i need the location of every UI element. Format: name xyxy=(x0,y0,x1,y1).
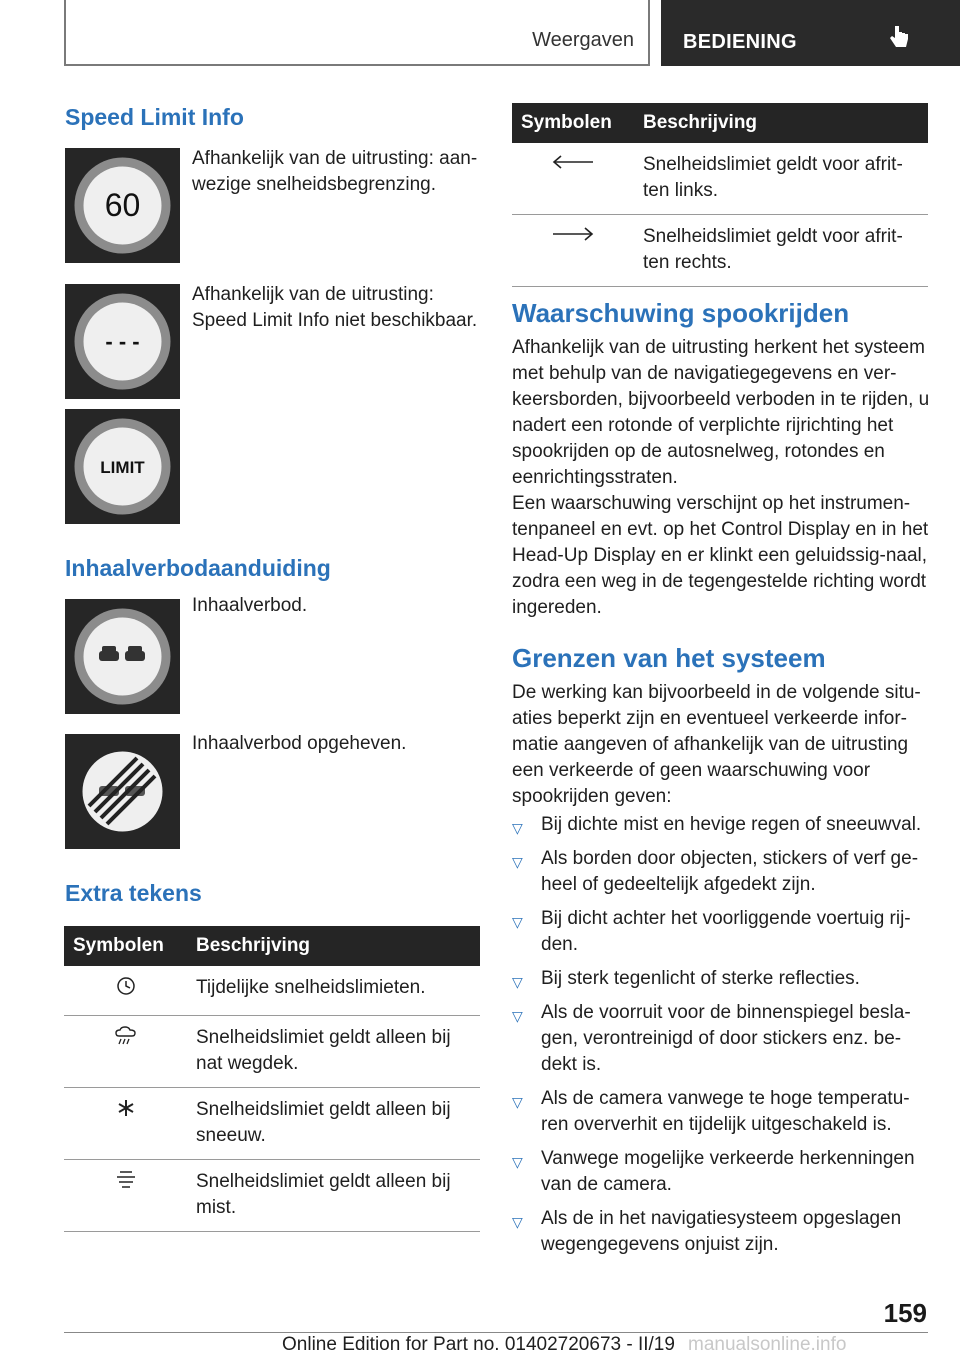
table-cell-description: Snelheidslimiet geldt voor afrit-ten rechts. xyxy=(634,215,928,287)
header-section-box xyxy=(64,0,650,66)
hand-pointer-icon xyxy=(889,24,911,50)
table-header-symbols: Symbolen xyxy=(64,926,187,966)
no-overtaking-sign-icon xyxy=(65,599,180,714)
snowflake-icon xyxy=(64,1088,187,1160)
wrong-way-title: Waarschuwing spookrijden xyxy=(512,298,850,328)
table-row xyxy=(64,1016,480,1088)
page-header xyxy=(64,0,960,66)
list-item: ▽ Bij dichte mist en hevige regen of sneeuwval. xyxy=(512,812,932,838)
end-no-overtaking-sign-icon xyxy=(65,734,180,849)
arrow-left-icon xyxy=(512,143,634,215)
clock-icon xyxy=(64,966,187,1016)
triangle-bullet-icon: ▽ xyxy=(512,1214,523,1230)
footer-divider xyxy=(64,1332,928,1333)
direction-table xyxy=(512,103,928,287)
footer-watermark: manualsonline.info xyxy=(688,1334,847,1355)
triangle-bullet-icon: ▽ xyxy=(512,1008,523,1024)
rain-cloud-icon xyxy=(64,1016,187,1088)
system-limits-title: Grenzen van het systeem xyxy=(512,643,826,673)
triangle-bullet-icon: ▽ xyxy=(512,820,523,836)
header-section-title: Weergaven xyxy=(532,29,634,51)
triangle-bullet-icon: ▽ xyxy=(512,914,523,930)
table-row xyxy=(64,966,480,1016)
triangle-bullet-icon: ▽ xyxy=(512,854,523,870)
system-limits-list xyxy=(512,812,932,1266)
list-item: ▽ Vanwege mogelijke verkeerde herkenningen van de camera. xyxy=(512,1148,915,1195)
overtaking-title: Inhaalverbodaanduiding xyxy=(65,555,331,581)
wrong-way-paragraph-1: Afhankelijk van de uitrusting herkent het systeem met behulp van de navigatiegegevens en ver-keersborden, bijvoorbeeld verboden in te rijden, u nadert een rotonde of verplichte rijrichting het spookrijden op de autosnelweg, rotondes en eenrichtingsstraten. xyxy=(512,337,930,488)
system-limits-intro: De werking kan bijvoorbeeld in de volgende situ-aties beperkt zijn en eventueel verkeerde infor-matie aangeven of afhankelijk van de uitrusting een verkeerde of geen waarschuwing voor spookrijden geven: xyxy=(512,682,921,807)
wrong-way-paragraph-2: Een waarschuwing verschijnt op het instrumen-tenpaneel en evt. op het Control Display en in het Head-Up Display en er klinkt een geluidssig-naal, zodra een weg in de tegengestelde richting wordt ingereden. xyxy=(512,493,929,618)
end-no-overtaking-desc: Inhaalverbod opgeheven. xyxy=(192,733,407,754)
svg-text:- - -: - - - xyxy=(105,329,140,354)
page-number: 159 xyxy=(883,1298,927,1328)
table-row xyxy=(64,1160,480,1232)
table-header-row xyxy=(64,926,480,966)
header-chapter-title: BEDIENING xyxy=(683,31,797,53)
list-item: ▽ Bij sterk tegenlicht of sterke reflecties. xyxy=(512,966,932,992)
table-cell-description: Snelheidslimiet geldt alleen bij mist. xyxy=(187,1160,480,1232)
svg-text:LIMIT: LIMIT xyxy=(100,458,145,477)
table-cell-description: Snelheidslimiet geldt alleen bij nat wegdek. xyxy=(187,1016,480,1088)
table-header-description: Beschrijving xyxy=(187,926,480,966)
svg-text:60: 60 xyxy=(104,187,141,223)
list-item: ▽ Als borden door objecten, stickers of verf ge-heel of gedeeltelijk afgedekt zijn. xyxy=(512,848,919,895)
table-cell-description: Tijdelijke snelheidslimieten. xyxy=(187,966,480,1016)
fog-icon xyxy=(64,1160,187,1232)
speed-limit-60-sign-icon xyxy=(65,148,180,263)
table-cell-description: Snelheidslimiet geldt voor afrit-ten links. xyxy=(634,143,928,215)
table-row xyxy=(512,143,928,215)
speed-limit-limit-sign-icon xyxy=(65,409,180,524)
extra-signs-title: Extra tekens xyxy=(65,880,202,906)
speed-limit-unavailable-desc: Afhankelijk van de uitrusting: Speed Limit Info niet beschikbaar. xyxy=(192,284,478,331)
list-item: ▽ Als de camera vanwege te hoge temperatu-ren oververhit en tijdelijk uitgeschakeld is. xyxy=(512,1088,910,1135)
footer-edition: Online Edition for Part no. 01402720673 - II/19 xyxy=(282,1334,675,1355)
speed-limit-60-desc: Afhankelijk van de uitrusting: aan-wezige snelheidsbegrenzing. xyxy=(192,148,478,195)
table-row xyxy=(64,1088,480,1160)
list-item: ▽ Als de voorruit voor de binnenspiegel besla-gen, verontreinigd of door stickers enz. be-dekt is. xyxy=(512,1002,911,1075)
header-chapter-box xyxy=(661,0,960,66)
triangle-bullet-icon: ▽ xyxy=(512,974,523,990)
speed-limit-unavailable-sign-icon xyxy=(65,284,180,399)
extra-signs-table xyxy=(64,926,480,1232)
list-item: ▽ Als de in het navigatiesysteem opgeslagen wegengegevens onjuist zijn. xyxy=(512,1208,902,1255)
list-item: ▽ Bij dicht achter het voorliggende voertuig rij-den. xyxy=(512,908,911,955)
speed-limit-title: Speed Limit Info xyxy=(65,104,244,130)
triangle-bullet-icon: ▽ xyxy=(512,1094,523,1110)
triangle-bullet-icon: ▽ xyxy=(512,1154,523,1170)
table-header-row xyxy=(512,103,928,143)
table-row xyxy=(512,215,928,287)
table-header-symbols: Symbolen xyxy=(512,103,634,143)
table-cell-description: Snelheidslimiet geldt alleen bij sneeuw. xyxy=(187,1088,480,1160)
table-header-description: Beschrijving xyxy=(634,103,928,143)
no-overtaking-desc: Inhaalverbod. xyxy=(192,595,308,616)
arrow-right-icon xyxy=(512,215,634,287)
